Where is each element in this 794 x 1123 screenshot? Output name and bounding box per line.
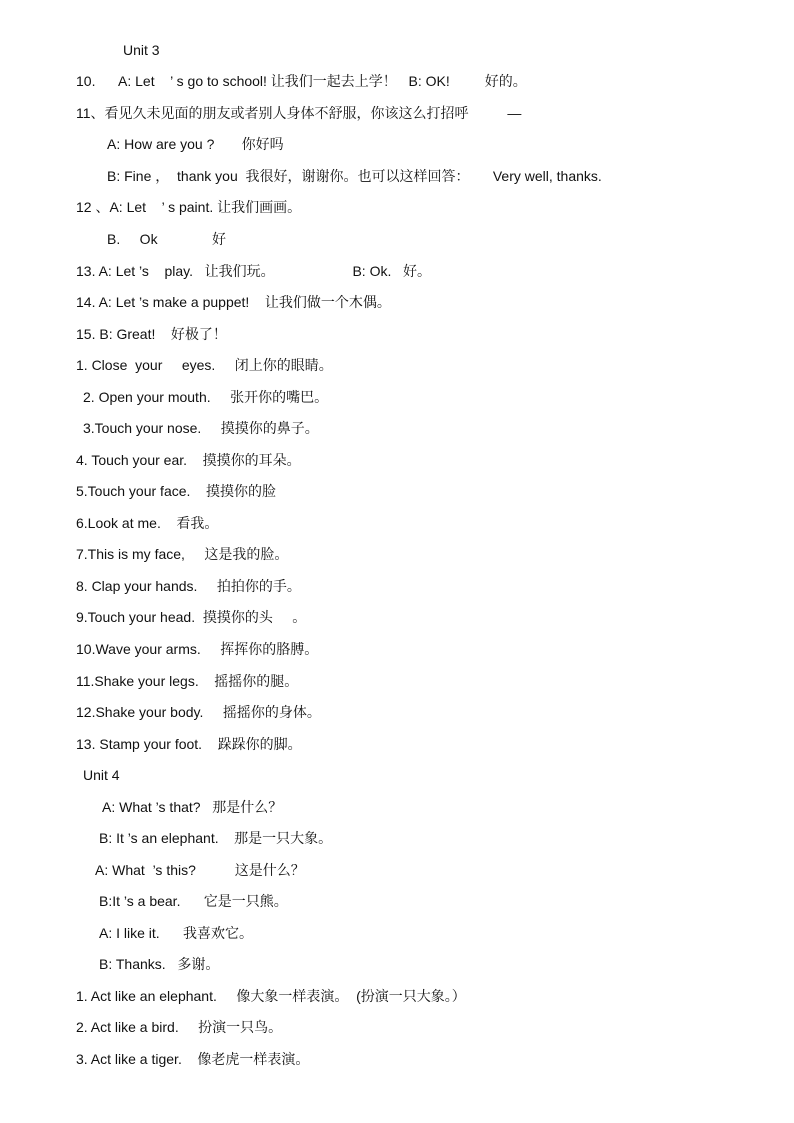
text-line-action-7: 7.This is my face, 这是我的脸。	[76, 546, 289, 562]
text-line-dialog-a: A: What ’s this? 这是什么？	[95, 862, 305, 878]
text-line-action-10: 10.Wave your arms. 挥挥你的胳膊。	[76, 641, 319, 657]
text-line-act-1: 1. Act like an elephant. 像大象一样表演。 (扮演一只大象。）	[76, 988, 466, 1004]
text-line-act-3: 3. Act like a tiger. 像老虎一样表演。	[76, 1051, 310, 1067]
text-line-dialog-a: A: How are you ? 你好吗	[107, 136, 284, 152]
unit-3-heading: Unit 3	[123, 42, 160, 58]
text-line-action-11: 11.Shake your legs. 摇摇你的腿。	[76, 673, 299, 689]
text-line-action-3: 3.Touch your nose. 摸摸你的鼻子。	[83, 420, 319, 436]
text-line-item-12: 12 、A: Let ’ s paint. 让我们画画。	[76, 199, 302, 215]
text-line-item-11: 11、看见久未见面的朋友或者别人身体不舒服，你该这么打招呼 —	[76, 105, 522, 121]
text-line-dialog-a: A: What ’s that? 那是什么？	[102, 799, 283, 815]
text-line-action-9: 9.Touch your head. 摸摸你的头 。	[76, 609, 307, 625]
unit-4-heading: Unit 4	[83, 767, 120, 783]
text-line-action-6: 6.Look at me. 看我。	[76, 515, 219, 531]
text-line-action-8: 8. Clap your hands. 拍拍你的手。	[76, 578, 301, 594]
text-line-dialog-b: B:It ’s a bear. 它是一只熊。	[99, 893, 288, 909]
text-line-action-4: 4. Touch your ear. 摸摸你的耳朵。	[76, 452, 301, 468]
text-line-dialog-b: B: Thanks. 多谢。	[99, 956, 220, 972]
text-line-action-1: 1. Close your eyes. 闭上你的眼睛。	[76, 357, 333, 373]
text-line-action-13: 13. Stamp your foot. 跺跺你的脚。	[76, 736, 302, 752]
text-line-action-12: 12.Shake your body. 摇摇你的身体。	[76, 704, 321, 720]
text-line-dialog-b: B. Ok 好	[107, 231, 227, 247]
text-line-item-14: 14. A: Let ’s make a puppet! 让我们做一个木偶。	[76, 294, 391, 310]
text-line-item-10: 10. A: Let ’ s go to school! 让我们一起去上学！ B: OK! 好的。	[76, 73, 527, 89]
text-line-dialog-a: A: I like it. 我喜欢它。	[99, 925, 254, 941]
text-line-item-13: 13. A: Let ’s play. 让我们玩。 B: Ok. 好。	[76, 263, 432, 279]
text-line-item-15: 15. B: Great! 好极了！	[76, 326, 227, 342]
text-line-dialog-b: B: Fine ， thank you 我很好，谢谢你。也可以这样回答： Very well, thanks.	[107, 168, 602, 184]
text-line-dialog-b: B: It ’s an elephant. 那是一只大象。	[99, 830, 333, 846]
text-line-act-2: 2. Act like a bird. 扮演一只鸟。	[76, 1019, 283, 1035]
text-line-action-5: 5.Touch your face. 摸摸你的脸	[76, 483, 276, 499]
text-line-action-2: 2. Open your mouth. 张开你的嘴巴。	[83, 389, 329, 405]
